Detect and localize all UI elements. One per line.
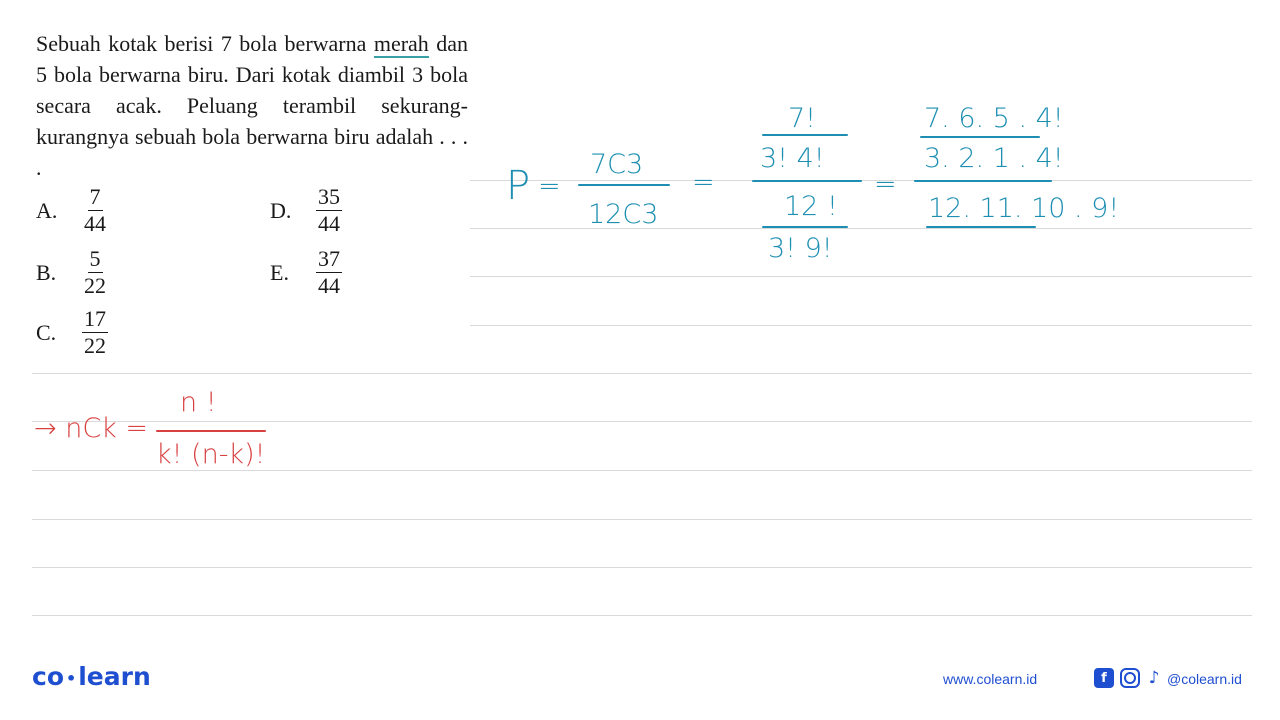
expanded-denominator: 12. 11. 10 . 9! (928, 193, 1120, 224)
fraction-bar (762, 226, 848, 228)
ruled-line (470, 325, 1252, 326)
question-text-end: dan 5 bola berwarna biru. Dari kotak diambil 3 bola secara acak. Peluang terambil sekurang-kurangnya sebuah bola berwarna biru adalah . . . . (36, 31, 468, 180)
facebook-icon[interactable]: f (1094, 668, 1114, 688)
ruled-line (32, 421, 1252, 422)
combination-formula-label: → nCk = (34, 413, 149, 444)
tiktok-icon[interactable]: ♪ (1148, 668, 1160, 688)
ruled-line (32, 567, 1252, 568)
option-fraction (82, 248, 108, 297)
instagram-icon[interactable] (1120, 668, 1140, 688)
option-d[interactable] (270, 186, 342, 235)
underline-mark (926, 226, 1036, 228)
fraction-denominator: 22 (84, 333, 106, 358)
ruled-line (32, 373, 1252, 374)
logo-text-co: co (32, 662, 64, 691)
combination-denominator: 12C3 (588, 199, 659, 230)
fraction-bar (920, 136, 1040, 138)
option-e[interactable] (270, 248, 342, 297)
fraction-denominator: 44 (84, 211, 106, 236)
ruled-line (470, 276, 1252, 277)
fraction-numerator: 35 (318, 184, 340, 209)
option-letter: A. (36, 197, 58, 223)
fraction-denominator: 22 (84, 273, 106, 298)
ruled-line (32, 470, 1252, 471)
option-a[interactable] (36, 186, 108, 235)
question-text (36, 28, 468, 183)
combination-numerator: 7C3 (590, 149, 644, 180)
option-fraction (316, 248, 342, 297)
fraction-bar (578, 184, 670, 186)
fraction-denominator: 44 (318, 211, 340, 236)
ruled-line (32, 519, 1252, 520)
fraction-one-denominator: 3! 4! (760, 143, 825, 174)
social-handle[interactable]: @colearn.id (1167, 671, 1242, 687)
equals-sign: = (692, 167, 715, 198)
fraction-numerator: 37 (318, 246, 340, 271)
equals-sign: = (538, 171, 561, 202)
main-fraction-bar (914, 180, 1052, 182)
fraction-numerator: 17 (84, 306, 106, 331)
main-fraction-bar (752, 180, 862, 182)
option-c[interactable] (36, 308, 108, 357)
fraction-bar (156, 430, 266, 432)
ruled-line (32, 615, 1252, 616)
option-fraction (82, 308, 108, 357)
option-letter: E. (270, 259, 289, 285)
fraction-numerator: 5 (89, 246, 101, 271)
website-link[interactable]: www.colearn.id (943, 671, 1038, 687)
colearn-logo (32, 662, 151, 691)
formula-numerator: n ! (180, 387, 217, 418)
expanded-middle: 3. 2. 1 . 4! (924, 143, 1064, 174)
question-text-start: Sebuah kotak berisi 7 bola berwarna (36, 31, 374, 56)
equals-sign: = (874, 169, 897, 200)
expanded-numerator: 7. 6. 5 . 4! (924, 103, 1064, 134)
fraction-one-numerator: 7! (788, 103, 817, 134)
question-underlined-word: merah (373, 31, 429, 56)
logo-text-learn: learn (78, 662, 151, 691)
probability-label: P (506, 163, 531, 209)
option-fraction (82, 186, 108, 235)
fraction-two-numerator: 12 ! (784, 191, 838, 222)
fraction-numerator: 7 (89, 184, 101, 209)
fraction-two-denominator: 3! 9! (768, 233, 833, 264)
fraction-denominator: 44 (318, 273, 340, 298)
fraction-bar (762, 134, 848, 136)
option-b[interactable] (36, 248, 108, 297)
option-fraction (316, 186, 342, 235)
option-letter: D. (270, 197, 292, 223)
option-letter: C. (36, 319, 57, 345)
logo-dot-icon: • (66, 668, 77, 688)
formula-denominator: k! (n-k)! (156, 439, 266, 470)
option-letter: B. (36, 259, 57, 285)
